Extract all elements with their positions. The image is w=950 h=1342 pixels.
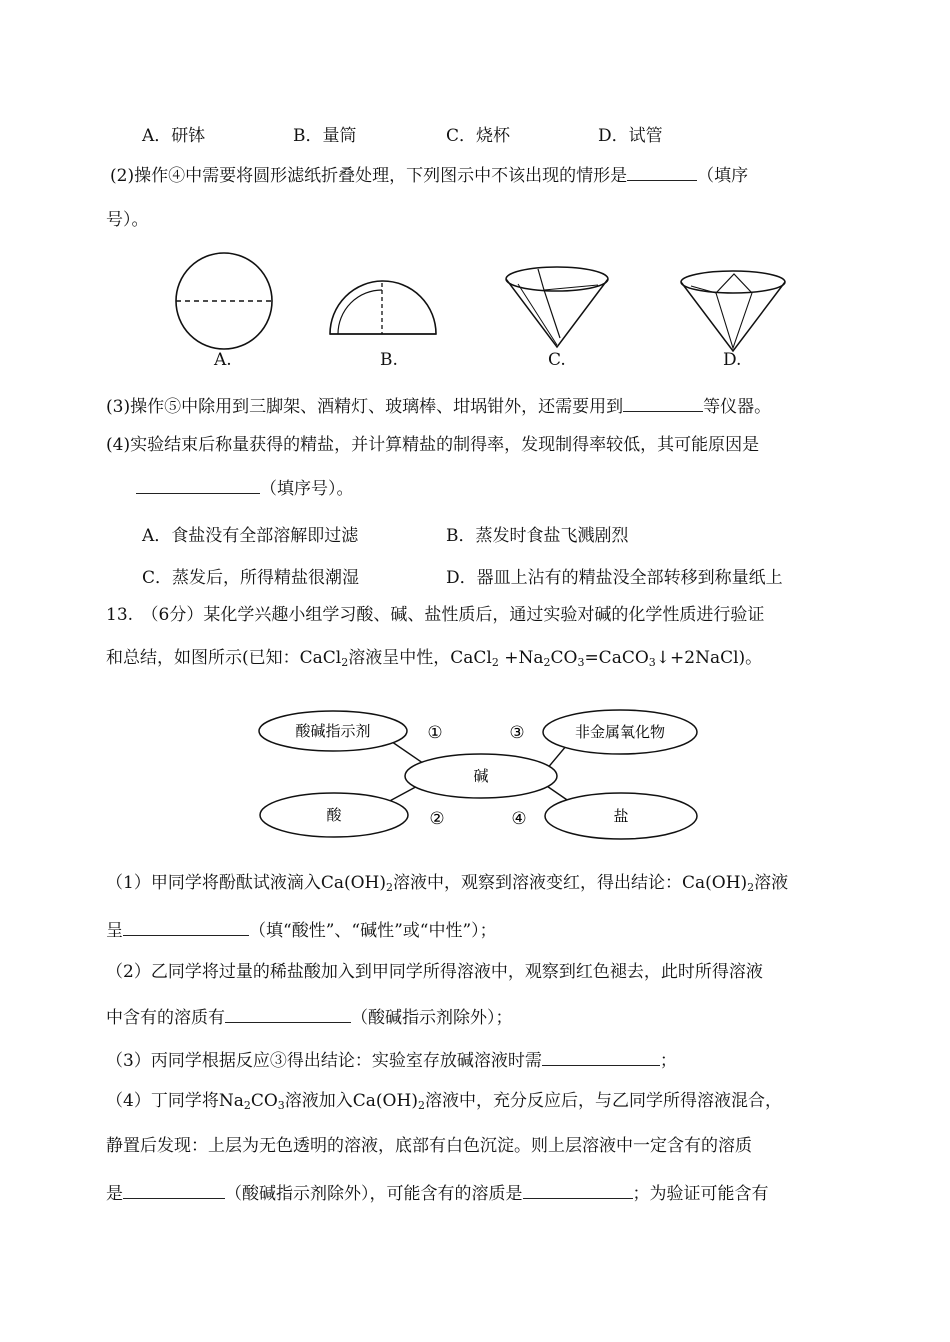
question-2-line-2: 号）。: [106, 210, 149, 230]
figure-b-semicircle: [330, 281, 436, 334]
subscript: 2: [543, 656, 551, 669]
option-4a: A．食盐没有全部溶解即过滤: [142, 526, 359, 546]
sub-question-4-line-3: [106, 1180, 769, 1205]
intro-text: CO: [550, 648, 578, 668]
subscript: 2: [386, 881, 393, 894]
option-b: B．量筒: [293, 126, 357, 146]
intro-text: +Na: [498, 648, 544, 668]
question-2-line: [110, 162, 748, 187]
sub-question-4-text: （4）丁同学将Na: [106, 1091, 244, 1111]
question-4-line-2: [136, 475, 354, 500]
answer-blank[interactable]: [225, 1004, 351, 1023]
sub-question-4-line-2: 静置后发现：上层为无色透明的溶液，底部有白色沉淀。则上层溶液中一定含有的溶质: [106, 1136, 752, 1156]
node-indicator-label: 酸碱指示剂: [295, 722, 371, 740]
node-nonmetal-oxide-label: 非金属氧化物: [574, 723, 666, 741]
answer-blank[interactable]: [542, 1047, 660, 1066]
node-base-label: 碱: [473, 767, 489, 785]
figure-label-d: D.: [723, 350, 742, 370]
intro-text: 溶液呈中性，CaCl: [348, 648, 492, 668]
sub-question-3: [106, 1047, 677, 1072]
subscript: 2: [417, 1099, 425, 1112]
intro-text: ↓+2NaCl)。: [655, 648, 763, 668]
option-4b: B．蒸发时食盐飞溅剧烈: [446, 526, 629, 546]
node-acid-label: 酸: [326, 806, 342, 824]
option-4d: D．器皿上沾有的精盐没全部转移到称量纸上: [446, 568, 783, 588]
marker-4: ④: [511, 809, 527, 829]
sub-question-1-line-2: [106, 917, 497, 942]
subscript: 2: [341, 656, 349, 669]
sub-question-4-text: （酸碱指示剂除外），可能含有的溶质是: [225, 1184, 523, 1204]
sub-question-2: （2）乙同学将过量的稀盐酸加入到甲同学所得溶液中，观察到红色褪去，此时所得溶液: [106, 962, 763, 982]
sub-question-1-text: 呈: [106, 921, 123, 941]
answer-blank[interactable]: [627, 162, 697, 181]
marker-3: ③: [509, 723, 525, 743]
intro-text: =CaCO: [584, 648, 649, 668]
subscript: 2: [243, 1099, 251, 1112]
question-3-line: [106, 393, 771, 418]
sub-question-4-text: ；为验证可能含有: [632, 1184, 769, 1204]
sub-question-4: [106, 1090, 782, 1117]
subscript: 3: [648, 656, 656, 669]
sub-question-4-text: 溶液加入Ca(OH): [284, 1091, 418, 1111]
question-4-suffix: （填序号）。: [260, 479, 354, 499]
figure-label-a: A.: [214, 350, 232, 370]
option-a: A．研钵: [142, 126, 206, 146]
base-properties-diagram: [255, 700, 715, 860]
sub-question-3-text: （3）丙同学根据反应③得出结论：实验室存放碱溶液时需: [106, 1051, 542, 1071]
answer-blank[interactable]: [136, 475, 260, 494]
question-2-text: (2)操作④中需要将圆形滤纸折叠处理，下列图示中不该出现的情形是: [110, 166, 628, 186]
question-13-intro-2: [106, 647, 762, 674]
question-3-suffix: 等仪器。: [703, 397, 772, 417]
sub-question-1-suffix: （填“酸性”、“碱性”或“中性”）；: [249, 921, 497, 941]
node-salt-label: 盐: [613, 807, 629, 825]
subscript: 3: [277, 1099, 285, 1112]
sub-question-1-text: 溶液中，观察到溶液变红，得出结论：Ca(OH): [393, 873, 748, 893]
subscript: 3: [577, 656, 585, 669]
option-c: C．烧杯: [446, 126, 511, 146]
figure-d-cone: [681, 271, 785, 351]
sub-question-2-suffix: （酸碱指示剂除外）；: [351, 1008, 513, 1028]
question-2-suffix: （填序: [697, 166, 749, 186]
sub-question-3-suffix: ；: [659, 1051, 677, 1071]
question-4-line: (4)实验结束后称量获得的精盐，并计算精盐的制得率，发现制得率较低，其可能原因是: [106, 435, 760, 455]
question-13-intro: 13. （6分）某化学兴趣小组学习酸、碱、盐性质后，通过实验对碱的化学性质进行验证: [106, 605, 765, 625]
figure-label-b: B.: [380, 350, 398, 370]
subscript: 2: [747, 881, 755, 894]
sub-question-2-line-2: [106, 1004, 513, 1029]
figure-label-c: C.: [548, 350, 566, 370]
answer-blank[interactable]: [123, 1180, 225, 1199]
sub-question-4-text: 溶液中，充分反应后，与乙同学所得溶液混合，: [424, 1091, 782, 1111]
intro-text: 和总结，如图所示(已知：CaCl: [106, 648, 342, 668]
sub-question-4-text: CO: [250, 1091, 278, 1111]
answer-blank[interactable]: [623, 393, 703, 412]
figure-a-circle: [176, 253, 272, 349]
answer-blank[interactable]: [123, 917, 249, 936]
option-4c: C．蒸发后，所得精盐很潮湿: [142, 568, 360, 588]
sub-question-1-text: 溶液: [754, 873, 789, 893]
sub-question-2-text: 中含有的溶质有: [106, 1008, 225, 1028]
sub-question-1-text: （1）甲同学将酚酞试液滴入Ca(OH): [106, 873, 386, 893]
subscript: 2: [491, 656, 499, 669]
option-d: D．试管: [598, 126, 663, 146]
sub-question-4-text: 是: [106, 1184, 123, 1204]
answer-blank[interactable]: [523, 1180, 633, 1199]
question-3-text: (3)操作⑤中除用到三脚架、酒精灯、玻璃棒、坩埚钳外，还需要用到: [106, 397, 624, 417]
figure-c-cone: [506, 267, 608, 347]
filter-paper-figures: [168, 250, 788, 375]
sub-question-1: [106, 872, 788, 899]
marker-2: ②: [429, 809, 445, 829]
marker-1: ①: [427, 723, 443, 743]
